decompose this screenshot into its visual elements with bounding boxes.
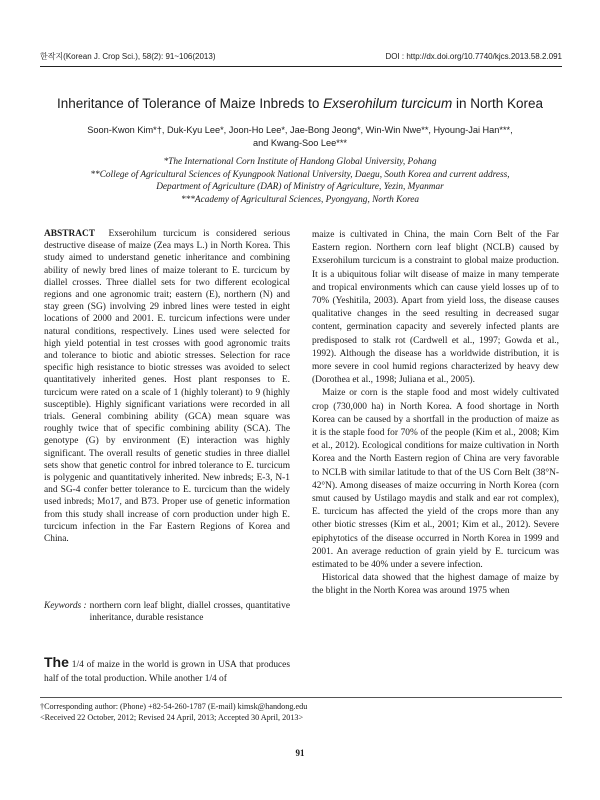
paper-title <box>20 96 580 111</box>
right-paragraph-1: maize is cultivated in China, the main Corn Belt of the Far Eastern region. Northern corn leaf blight (NCLB) caused by Exserohilum turcicum is a constraint to global maize production. It is a ubiquitous foliar wilt disease of maize in many temperate and tropical environments which can cause yield losses up of to 70% (Yeshitila, 2003). Apart from yield loss, the disease causes qualitative changes in the seed resulting in decreased sugar content, germination capacity and severely infected plants are predisposed to stalk rot (Cardwell et al., 1997; Gowda et al., 1992). Although the disease has a worldwide distribution, it is more severe in cool humid regions characterized by heavy dew (Dorothea et al., 1998; Juliana et al., 2005). <box>312 230 559 386</box>
affiliation-3: Department of Agriculture (DAR) of Ministry of Agriculture, Yezin, Myanmar <box>156 182 444 192</box>
introduction-start <box>44 656 290 686</box>
journal-citation: 한작지(Korean J. Crop Sci.), 58(2): 91~106(2013) <box>40 51 216 61</box>
running-header <box>40 50 562 62</box>
intro-text: 1/4 of maize in the world is grown in USA that produces half of the total production. While another 1/4 of <box>44 660 290 684</box>
right-paragraph-3: Historical data showed that the highest damage of maize by the blight in the North Korea was around 1975 when <box>312 573 559 597</box>
right-column <box>312 229 559 599</box>
header-rule <box>40 66 562 67</box>
right-paragraph-2: Maize or corn is the staple food and most widely cultivated crop (730,000 ha) in North Korea. A food shortage in North Korea can be caused by a shortfall in the production of maize as it is the staple food for 70% of the people (Kim et al., 2008; Kim et al., 2012). Ecological conditions for maize cultivation in North Korea and the North Eastern region of China are very favorable to NCLB with similar latitude to that of the US Corn Belt (38°N-42°N). Among diseases of maize occurring in North Korea (corn smut caused by Ustilago maydis and stalk and ear rot complex), E. turcicum has affected the yield of the crops more than any other biotic stresses (Kim et al., 2001; Kim et al., 2012). Severe epiphytotics of the disease occurred in North Korea in 1999 and 2001. An average reduction of grain yield by E. turcicum was estimated to be 40% under a severe infection. <box>312 388 559 571</box>
keywords-block <box>44 600 290 624</box>
abstract-text: Exserohilum turcicum is considered serious destructive disease of maize (Zea mays L.) in North Korea. This study aimed to understand genetic inheritance and combining ability of newly bred lines of maize tolerant to E. turcicum by diallel crosses. Three diallel sets for two different ecological regions and one agronomic trait; eastern (E), northern (N) and stay green (SG) involving 29 inbred lines were tested in eight locations of 2000 and 2001. E. turcicum infections were under natural conditions, respectively. Lines used were selected for high yield potential in test crosses with good agronomic traits and tolerance to biotic and abiotic stresses. Selection for race specific high resistance to biotic stresses was avoided to select quantitatively inherited genes. Host plant responses to E. turcicum were rated on a scale of 1 (highly tolerant) to 9 (highly susceptible). Highly significant variations were recorded in all trials. General combining ability (GCA) mean square was roughly twice that of specific combining ability (SCA). The genotype (G) by environment (E) interaction was highly significant. The overall results of genetic studies in three diallel sets show that genetic control for inbred tolerance to E. turcicum is polygenic and quantitatively inherited. New inbreds; E-3, N-1 and SG-4 confer better tolerance to E. turcicum than the widely used inbreds; Mo17, and B73. Proper use of genetic information from this study shall increase of corn production under high E. turcicum infection in the Far Eastern Regions of Korea and China. <box>44 229 291 545</box>
abstract-block <box>44 228 290 545</box>
intro-dropcap: The <box>44 654 69 670</box>
abstract-label: ABSTRACT <box>44 229 96 239</box>
affiliation-1: *The International Corn Institute of Handong Global University, Pohang <box>163 157 437 167</box>
footnote-rule <box>40 697 562 698</box>
received-dates: <Received 22 October, 2012; Revised 24 April, 2013; Accepted 30 April, 2013> <box>40 713 304 722</box>
keywords-text: northern corn leaf blight, diallel crosses, quantitative inheritance, durable resistance <box>89 601 290 623</box>
affiliation-4: ***Academy of Agricultural Sciences, Pyongyang, North Korea <box>180 194 420 205</box>
affiliations <box>40 156 560 206</box>
keywords-label: Keywords : <box>44 601 87 611</box>
title-italic: Exserohilum turcicum <box>323 96 453 111</box>
affiliation-2: **College of Agricultural Sciences of Kyungpook National University, Daegu, South Korea and current address, <box>90 169 510 180</box>
author-list <box>60 124 540 150</box>
corresponding-author: †Corresponding author: (Phone) +82-54-260-1787 (E-mail) kimsk@handong.edu <box>40 702 308 711</box>
title-post: in North Korea <box>452 96 543 111</box>
doi-text: DOI : http://dx.doi.org/10.7740/kjcs.2013.58.2.091 <box>385 51 562 61</box>
author-line-2: and Kwang-Soo Lee*** <box>253 138 347 148</box>
page-number: 91 <box>295 748 305 758</box>
author-line-1: Soon-Kwon Kim*†, Duk-Kyu Lee*, Joon-Ho Lee*, Jae-Bong Jeong*, Win-Win Nwe**, Hyoung-Jai Han***, <box>87 125 513 135</box>
footnote <box>40 701 562 723</box>
title-pre: Inheritance of Tolerance of Maize Inbreds to <box>56 96 324 111</box>
